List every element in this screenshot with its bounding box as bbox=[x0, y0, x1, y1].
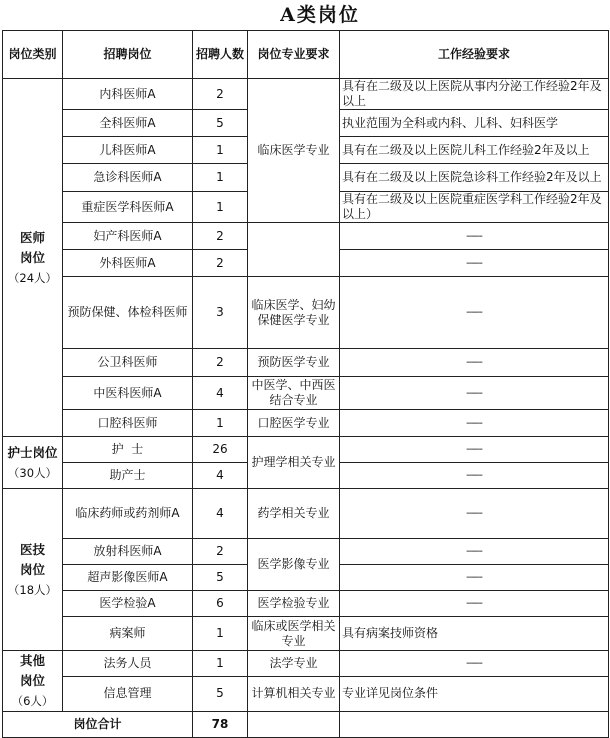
experience-cell: ------ bbox=[340, 539, 609, 565]
total-count: 78 bbox=[193, 712, 248, 738]
experience-cell: ------ bbox=[340, 591, 609, 617]
position-cell: 法务人员 bbox=[63, 651, 193, 677]
experience-cell: ------ bbox=[340, 437, 609, 463]
category-doctor: 医师 岗位 （24人） bbox=[3, 79, 63, 437]
header-row bbox=[3, 31, 609, 79]
count-cell: 26 bbox=[193, 437, 248, 463]
experience-cell: ------ bbox=[340, 349, 609, 377]
experience-cell: 具有在二级及以上医院儿科工作经验2年及以上 bbox=[340, 137, 609, 164]
category-other: 其他 岗位 （6人） bbox=[3, 651, 63, 712]
experience-cell: ------ bbox=[340, 223, 609, 250]
count-cell: 2 bbox=[193, 250, 248, 277]
table-row bbox=[3, 377, 609, 410]
major-cell: 护理学相关专业 bbox=[248, 437, 340, 489]
major-cell: 预防医学专业 bbox=[248, 349, 340, 377]
experience-cell: ------ bbox=[340, 489, 609, 539]
total-experience bbox=[340, 712, 609, 738]
table-row bbox=[3, 79, 609, 110]
table-row bbox=[3, 410, 609, 437]
total-row bbox=[3, 712, 609, 738]
count-cell: 2 bbox=[193, 349, 248, 377]
position-cell: 外科医师A bbox=[63, 250, 193, 277]
category-tech: 医技 岗位 （18人） bbox=[3, 489, 63, 651]
position-cell: 急诊科医师A bbox=[63, 164, 193, 192]
total-major bbox=[248, 712, 340, 738]
count-cell: 4 bbox=[193, 489, 248, 539]
experience-cell: 具有在二级及以上医院从事内分泌工作经验2年及以上 bbox=[340, 79, 609, 110]
major-cell bbox=[248, 223, 340, 277]
count-cell: 4 bbox=[193, 463, 248, 489]
position-cell: 临床药师或药剂师A bbox=[63, 489, 193, 539]
experience-cell: ------ bbox=[340, 565, 609, 591]
count-cell: 5 bbox=[193, 676, 248, 711]
major-cell: 药学相关专业 bbox=[248, 489, 340, 539]
count-cell: 1 bbox=[193, 164, 248, 192]
position-cell: 妇产科医师A bbox=[63, 223, 193, 250]
table-row bbox=[3, 617, 609, 651]
experience-cell: 具有病案技师资格 bbox=[340, 617, 609, 651]
experience-cell: ------ bbox=[340, 651, 609, 677]
page-title: A类岗位 bbox=[280, 4, 360, 26]
position-cell: 护 士 bbox=[63, 437, 193, 463]
experience-cell: ------ bbox=[340, 463, 609, 489]
category-nurse: 护士岗位 （30人） bbox=[3, 437, 63, 489]
count-cell: 5 bbox=[193, 110, 248, 137]
position-cell: 全科医师A bbox=[63, 110, 193, 137]
header-category: 岗位类别 bbox=[3, 31, 63, 79]
count-cell: 3 bbox=[193, 277, 248, 349]
recruitment-table bbox=[2, 30, 609, 738]
table-row bbox=[3, 437, 609, 463]
count-cell: 1 bbox=[193, 192, 248, 223]
count-cell: 5 bbox=[193, 565, 248, 591]
table-row bbox=[3, 591, 609, 617]
header-experience: 工作经验要求 bbox=[340, 31, 609, 79]
experience-cell: ------ bbox=[340, 277, 609, 349]
position-cell: 医学检验A bbox=[63, 591, 193, 617]
position-cell: 助产士 bbox=[63, 463, 193, 489]
position-cell: 内科医师A bbox=[63, 79, 193, 110]
count-cell: 6 bbox=[193, 591, 248, 617]
experience-cell: 专业详见岗位条件 bbox=[340, 676, 609, 711]
total-label: 岗位合计 bbox=[3, 712, 193, 738]
table-row bbox=[3, 539, 609, 565]
major-cell: 临床医学专业 bbox=[248, 79, 340, 223]
position-cell: 中医科医师A bbox=[63, 377, 193, 410]
count-cell: 2 bbox=[193, 223, 248, 250]
count-cell: 4 bbox=[193, 377, 248, 410]
position-cell: 信息管理 bbox=[63, 676, 193, 711]
experience-cell: 具有在二级及以上医院重症医学科工作经验2年及以上） bbox=[340, 192, 609, 223]
header-major: 岗位专业要求 bbox=[248, 31, 340, 79]
header-count: 招聘人数 bbox=[193, 31, 248, 79]
position-cell: 超声影像医师A bbox=[63, 565, 193, 591]
major-cell: 计算机相关专业 bbox=[248, 676, 340, 711]
experience-cell: 具有在二级及以上医院急诊科工作经验2年及以上 bbox=[340, 164, 609, 192]
table-row bbox=[3, 223, 609, 250]
experience-cell: ------ bbox=[340, 377, 609, 410]
table-row bbox=[3, 349, 609, 377]
major-cell: 中医学、中西医结合专业 bbox=[248, 377, 340, 410]
major-cell: 口腔医学专业 bbox=[248, 410, 340, 437]
position-cell: 儿科医师A bbox=[63, 137, 193, 164]
experience-cell: 执业范围为全科或内科、儿科、妇科医学 bbox=[340, 110, 609, 137]
count-cell: 1 bbox=[193, 410, 248, 437]
table-row bbox=[3, 676, 609, 711]
position-cell: 病案师 bbox=[63, 617, 193, 651]
major-cell: 法学专业 bbox=[248, 651, 340, 677]
header-position: 招聘岗位 bbox=[63, 31, 193, 79]
major-cell: 医学检验专业 bbox=[248, 591, 340, 617]
position-cell: 放射科医师A bbox=[63, 539, 193, 565]
experience-cell: ------ bbox=[340, 410, 609, 437]
count-cell: 2 bbox=[193, 539, 248, 565]
experience-cell: ------ bbox=[340, 250, 609, 277]
major-cell: 临床医学、妇幼保健医学专业 bbox=[248, 277, 340, 349]
position-cell: 预防保健、体检科医师 bbox=[63, 277, 193, 349]
table-row bbox=[3, 277, 609, 349]
table-row bbox=[3, 651, 609, 677]
major-cell: 医学影像专业 bbox=[248, 539, 340, 591]
position-cell: 口腔科医师 bbox=[63, 410, 193, 437]
table-row bbox=[3, 489, 609, 539]
count-cell: 1 bbox=[193, 651, 248, 677]
major-cell: 临床或医学相关专业 bbox=[248, 617, 340, 651]
count-cell: 1 bbox=[193, 617, 248, 651]
position-cell: 重症医学科医师A bbox=[63, 192, 193, 223]
count-cell: 2 bbox=[193, 79, 248, 110]
position-cell: 公卫科医师 bbox=[63, 349, 193, 377]
count-cell: 1 bbox=[193, 137, 248, 164]
